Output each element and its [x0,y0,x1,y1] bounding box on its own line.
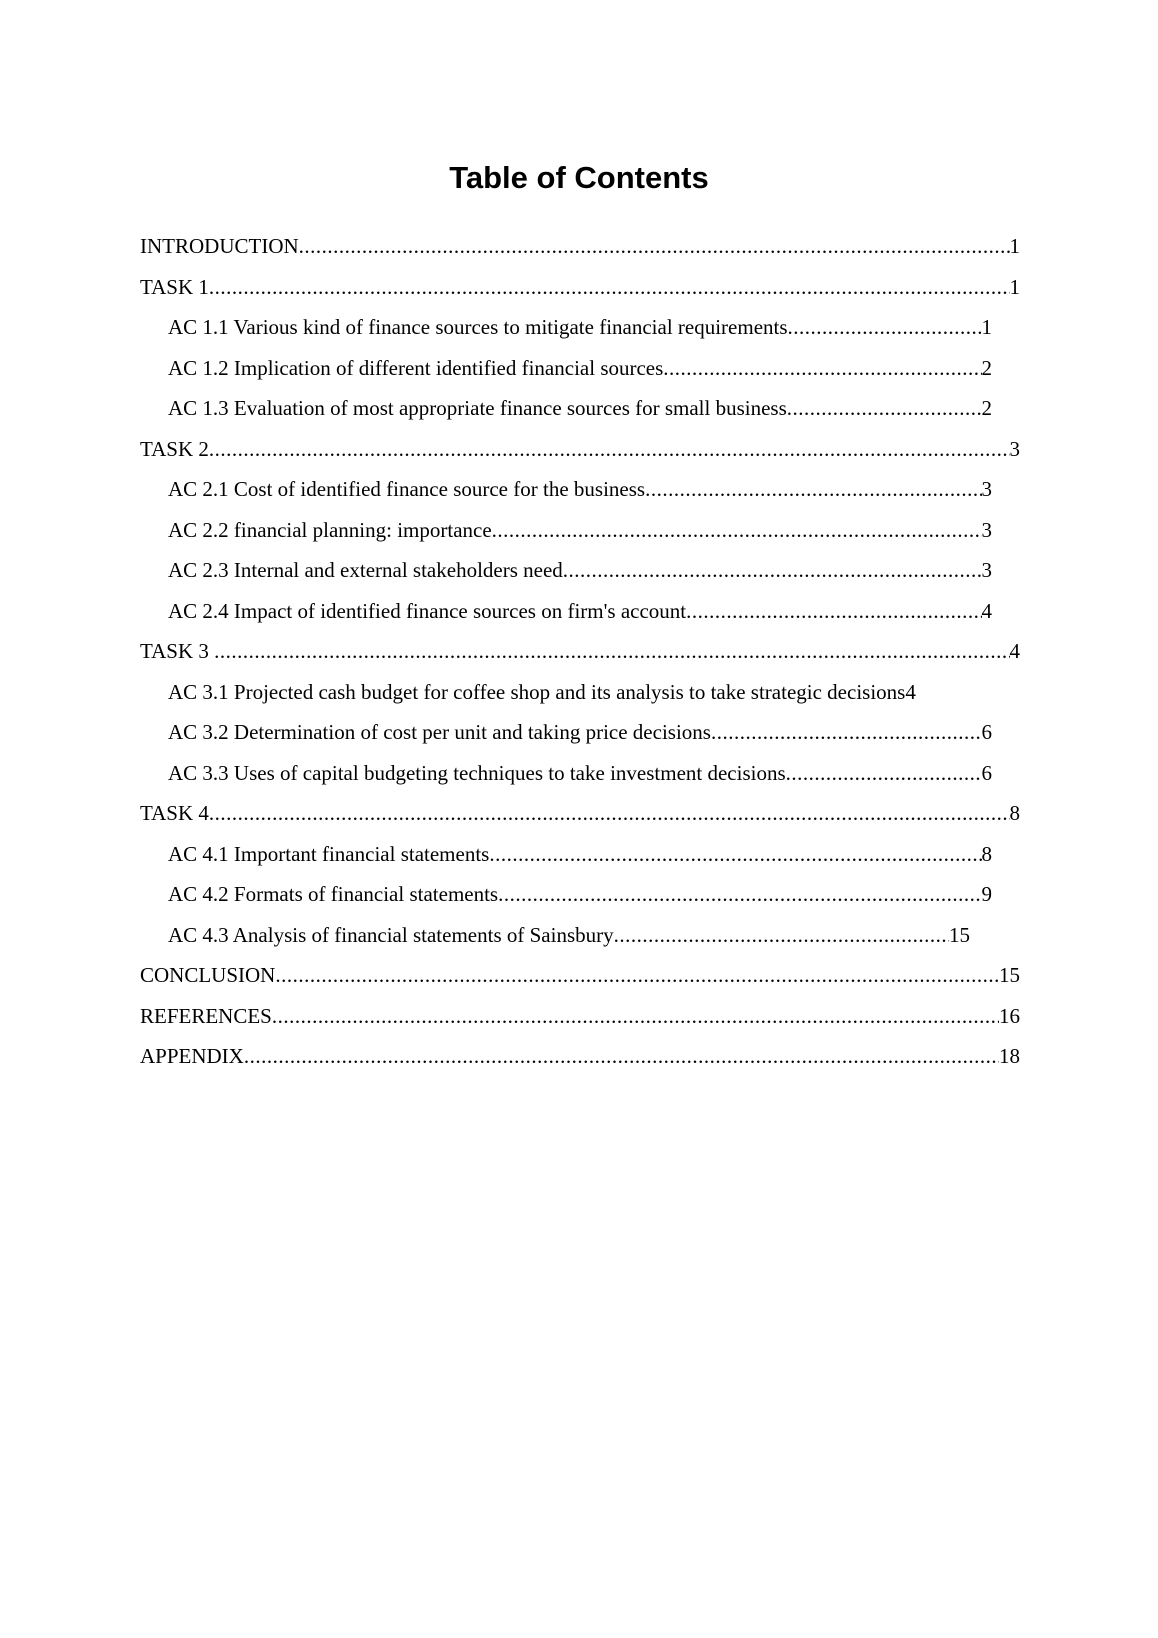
toc-page-number: 3 [1009,436,1020,461]
toc-entry-text: AC 3.1 Projected cash budget for coffee shop and its analysis to take strategic decisions [168,679,906,704]
toc-entry-task-3[interactable] [140,631,1020,672]
toc-page-number: 8 [1009,801,1020,825]
toc-page-number: 15 [949,922,970,947]
toc-dot-leader [299,226,1010,267]
toc-page-number: 6 [981,720,992,744]
toc-entry-ac-3-1[interactable] [168,672,992,713]
toc-page-number: 3 [981,477,992,501]
toc-dot-leader [614,915,949,956]
toc-page-number: 15 [999,963,1020,987]
toc-entry-ac-3-3[interactable] [168,753,992,794]
toc-entry-introduction[interactable] [140,226,1020,267]
toc-entry-task-2[interactable] [140,429,1020,470]
toc-dot-leader [214,631,1009,672]
toc-dot-leader [272,996,999,1037]
toc-dot-leader [275,955,999,996]
toc-entry-text: AC 4.3 Analysis of financial statements of Sainsbury [168,922,614,947]
toc-entry-ac-2-2[interactable] [168,510,992,551]
toc-dot-leader [209,267,1010,308]
toc-entry-text: TASK 4 [140,801,209,825]
toc-entry-text: AC 1.1 Various kind of finance sources to mitigate financial requirements [168,315,788,339]
toc-entry-text: AC 2.1 Cost of identified finance source for the business [168,477,646,501]
toc-entry-text: TASK 1 [140,274,209,299]
toc-dot-leader [787,388,982,429]
toc-entry-text: AC 1.2 Implication of different identified financial sources [168,355,664,380]
toc-entry-ac-2-4[interactable] [168,591,992,632]
toc-dot-leader [498,874,981,915]
toc-list [140,226,1020,1077]
toc-entry-conclusion[interactable] [140,955,1020,996]
toc-entry-task-4[interactable] [140,793,1020,834]
toc-dot-leader [563,550,982,591]
toc-dot-leader [711,712,982,753]
toc-dot-leader [686,591,981,632]
toc-page-number: 1 [1009,274,1020,299]
toc-entry-text: AC 2.3 Internal and external stakeholders need [168,558,563,582]
toc-page-number: 16 [999,1003,1020,1028]
toc-page-number: 4 [1009,639,1020,663]
toc-page-number: 2 [981,355,992,380]
toc-page-number: 3 [981,558,992,582]
toc-entry-ac-2-3[interactable] [168,550,992,591]
toc-entry-text: AC 2.4 Impact of identified finance sources on firm's account [168,598,687,623]
toc-entry-ac-4-3[interactable] [168,915,970,956]
toc-dot-leader [244,1036,999,1077]
toc-dot-leader [489,834,981,875]
toc-entry-ac-4-2[interactable] [168,874,992,915]
toc-entry-appendix[interactable] [140,1036,1020,1077]
toc-entry-ac-1-3[interactable] [168,388,992,429]
toc-entry-text: TASK 2 [140,436,209,461]
toc-dot-leader [209,429,1010,470]
toc-entry-text: AC 3.3 Uses of capital budgeting techniques to take investment decisions [168,760,786,785]
toc-page-number: 3 [981,517,992,542]
toc-entry-ac-1-2[interactable] [168,348,992,389]
toc-entry-text: AC 2.2 financial planning: importance [168,517,492,542]
toc-dot-leader [663,348,981,389]
toc-entry-ac-4-1[interactable] [168,834,992,875]
toc-page-number: 2 [981,396,992,420]
toc-title: Table of Contents [449,160,709,195]
toc-dot-leader [645,469,981,510]
toc-dot-leader [209,793,1010,834]
toc-entry-text: APPENDIX [140,1044,244,1068]
toc-page-number: 18 [999,1044,1020,1068]
toc-entry-text: INTRODUCTION [140,234,299,258]
toc-entry-task-1[interactable] [140,267,1020,308]
toc-entry-text: AC 4.1 Important financial statements [168,841,490,866]
toc-entry-text: AC 1.3 Evaluation of most appropriate finance sources for small business [168,396,787,420]
toc-entry-text: REFERENCES [140,1003,272,1028]
toc-page-number: 9 [981,882,992,906]
toc-entry-ac-3-2[interactable] [168,712,992,753]
toc-page-number: 8 [981,841,992,866]
toc-entry-references[interactable] [140,996,1020,1037]
toc-dot-leader [788,307,982,348]
toc-dot-leader [492,510,982,551]
toc-page-number: 4 [981,598,992,623]
toc-page-number: 1 [981,315,992,339]
toc-page-number: 1 [1009,234,1020,258]
toc-dot-leader [786,753,982,794]
toc-entry-text: AC 3.2 Determination of cost per unit and taking price decisions [168,720,711,744]
toc-page-number: 6 [981,760,992,785]
toc-entry-ac-2-1[interactable] [168,469,992,510]
toc-entry-ac-1-1[interactable] [168,307,992,348]
toc-entry-text: AC 4.2 Formats of financial statements [168,882,499,906]
toc-page-number: 4 [905,679,916,704]
toc-entry-text: CONCLUSION [140,963,276,987]
toc-entry-text: TASK 3 [140,639,215,663]
